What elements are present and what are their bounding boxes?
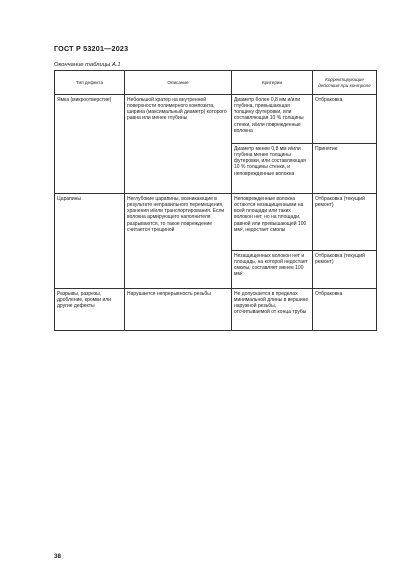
action-cell: Отбраковка (текущий ремонт) xyxy=(313,251,377,289)
column-header-criteria: Критерии xyxy=(232,71,313,95)
defect-type-cell: Царапины xyxy=(55,194,125,289)
table-header-row xyxy=(55,71,377,95)
defect-description-cell: Нарушается непрерывность резьбы xyxy=(125,289,232,331)
column-header-actions: Корректирующие действия при контроле xyxy=(313,71,377,95)
column-header-type: Тип дефекта xyxy=(55,71,125,95)
table-row xyxy=(55,194,377,251)
defect-type-cell: Ямка (микроотверстие) xyxy=(55,95,125,194)
table-row xyxy=(55,95,377,144)
action-cell: Отбраковка (текущий ремонт) xyxy=(313,194,377,251)
criteria-cell: Не допускается в пределах минимальной длины в вершине наружной резьбы, отсчитываемой от конца трубы xyxy=(232,289,313,331)
table-caption: Окончание таблицы А.1 xyxy=(54,62,121,68)
criteria-cell: Неповрежденные волокна остаются незащищенными на всей площади или таких волокон нет, но на площади, равной или превышающей 100 мм², недостает смолы xyxy=(232,194,313,251)
defect-description-cell: Небольшой кратер на внутренней поверхности полимерного композита, ширина (максимальный диаметр) которого равна или менее глубины xyxy=(125,95,232,194)
action-cell: Принятие xyxy=(313,144,377,194)
document-header: ГОСТ Р 53201—2023 xyxy=(54,44,129,53)
action-cell: Отбраковка xyxy=(313,289,377,331)
criteria-cell: Незащищенных волокон нет и площадь, на которой недостает смолы, составляет менее 100 мм² xyxy=(232,251,313,289)
criteria-cell: Диаметр более 0,8 мм и/или глубина, превышающая толщину футеровки, или составляющая 10 % толщины стенки, и/или поврежденные волокна xyxy=(232,95,313,144)
defects-table xyxy=(54,70,377,331)
page-number: 38 xyxy=(54,553,61,560)
column-header-description: Описание xyxy=(125,71,232,95)
defect-type-cell: Разрывы, разрезы, дробление, кромки или другие дефекты xyxy=(55,289,125,331)
criteria-cell: Диаметр менее 0,8 мм и/или глубина менее толщины футеровки, или составляющая 10 % толщины стенки, и неповрежденные волокна xyxy=(232,144,313,194)
table-row xyxy=(55,289,377,331)
action-cell: Отбраковка xyxy=(313,95,377,144)
defect-description-cell: Неглубокие царапины, возникающие в результате неправильного перемещения, хранения и/или транспортирования. Если волокна армирующего наполнителя разрываются, то такое повреждение считается трещиной xyxy=(125,194,232,289)
